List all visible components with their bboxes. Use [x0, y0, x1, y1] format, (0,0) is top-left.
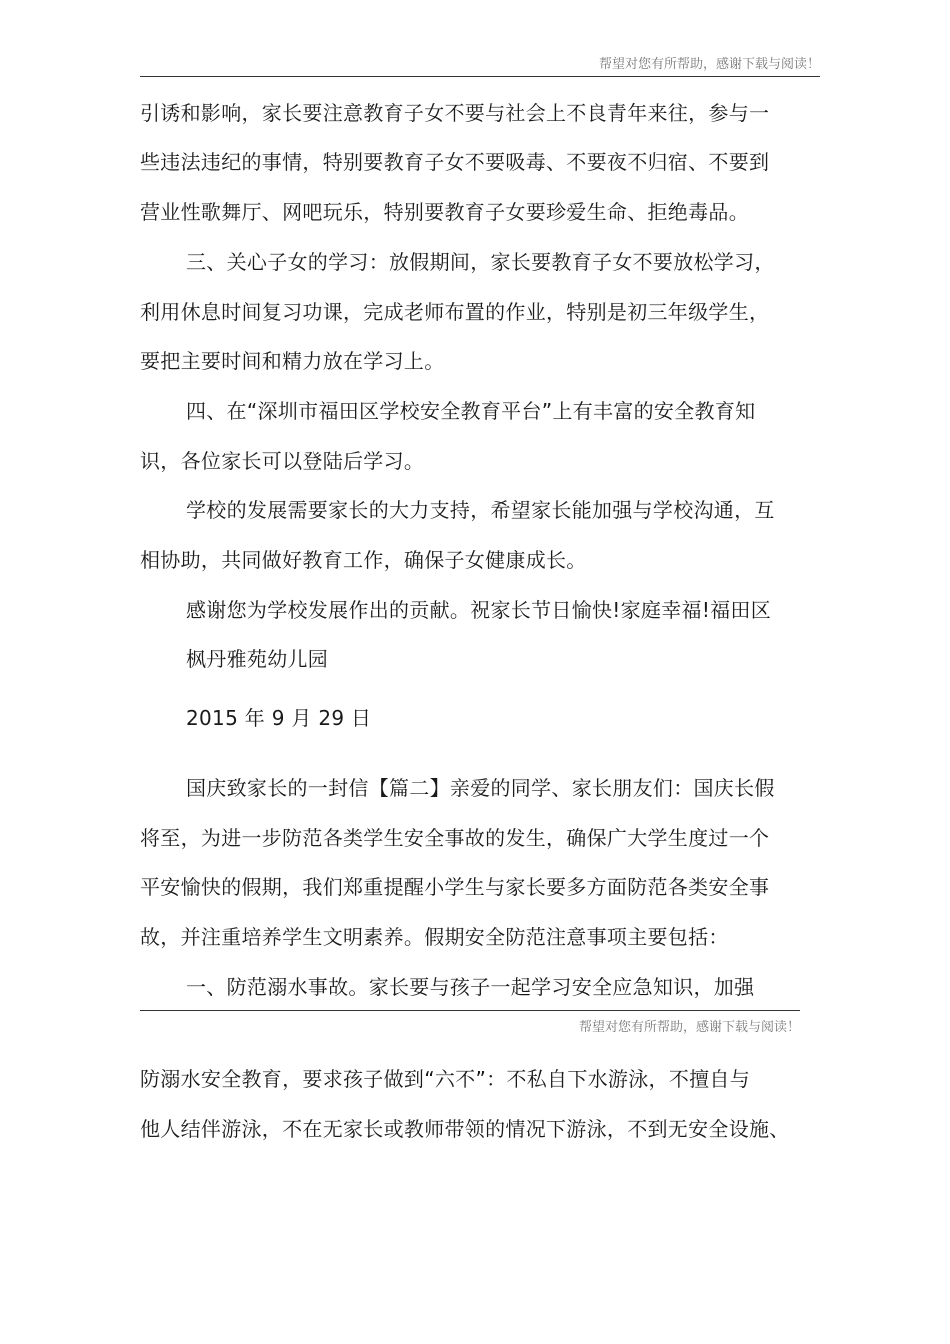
body-line: 一、防范溺水事故。家长要与孩子一起学习安全应急知识，加强 — [186, 975, 755, 999]
body-line: 故，并注重培养学生文明素养。假期安全防范注意事项主要包括： — [140, 925, 729, 949]
body-line: 些违法违纪的事情，特别要教育子女不要吸毒、不要夜不归宿、不要到 — [140, 150, 770, 174]
body-line: 四、在“深圳市福田区学校安全教育平台”上有丰富的安全教育知 — [186, 399, 756, 423]
body-line: 识，各位家长可以登陆后学习。 — [140, 449, 425, 473]
header-text: 帮望对您有所帮助，感谢下载与阅读！ — [598, 57, 820, 72]
body-line: 平安愉快的假期，我们郑重提醒小学生与家长要多方面防范各类安全事 — [140, 875, 770, 899]
body-line: 枫丹雅苑幼儿园 — [186, 647, 329, 671]
body-line: 他人结伴游泳，不在无家长或教师带领的情况下游泳，不到无安全设施、 — [140, 1117, 790, 1141]
body-line: 引诱和影响，家长要注意教育子女不要与社会上不良青年来往，参与一 — [140, 101, 770, 125]
body-line: 要把主要时间和精力放在学习上。 — [140, 349, 445, 373]
body-line: 三、关心子女的学习：放假期间，家长要教育子女不要放松学习， — [186, 250, 775, 274]
body-line: 将至，为进一步防范各类学生安全事故的发生，确保广大学生度过一个 — [140, 826, 770, 850]
body-line: 利用休息时间复习功课，完成老师布置的作业，特别是初三年级学生， — [140, 300, 770, 324]
date-line: 2015 年 9 月 29 日 — [186, 706, 372, 730]
page-header — [140, 56, 820, 77]
footer-text: 帮望对您有所帮助，感谢下载与阅读！ — [578, 1020, 800, 1035]
body-line: 学校的发展需要家长的大力支持，希望家长能加强与学校沟通，互 — [186, 498, 775, 522]
page-footer — [140, 1010, 800, 1038]
body-line: 感谢您为学校发展作出的贡献。祝家长节日愉快!家庭幸福!福田区 — [186, 598, 772, 622]
body-line: 防溺水安全教育，要求孩子做到“六不”：不私自下水游泳，不擅自与 — [140, 1067, 751, 1091]
body-line: 相协助，共同做好教育工作，确保子女健康成长。 — [140, 548, 587, 572]
body-line: 国庆致家长的一封信【篇二】亲爱的同学、家长朋友们：国庆长假 — [186, 776, 775, 800]
body-line: 营业性歌舞厅、网吧玩乐，特别要教育子女要珍爱生命、拒绝毒品。 — [140, 200, 749, 224]
